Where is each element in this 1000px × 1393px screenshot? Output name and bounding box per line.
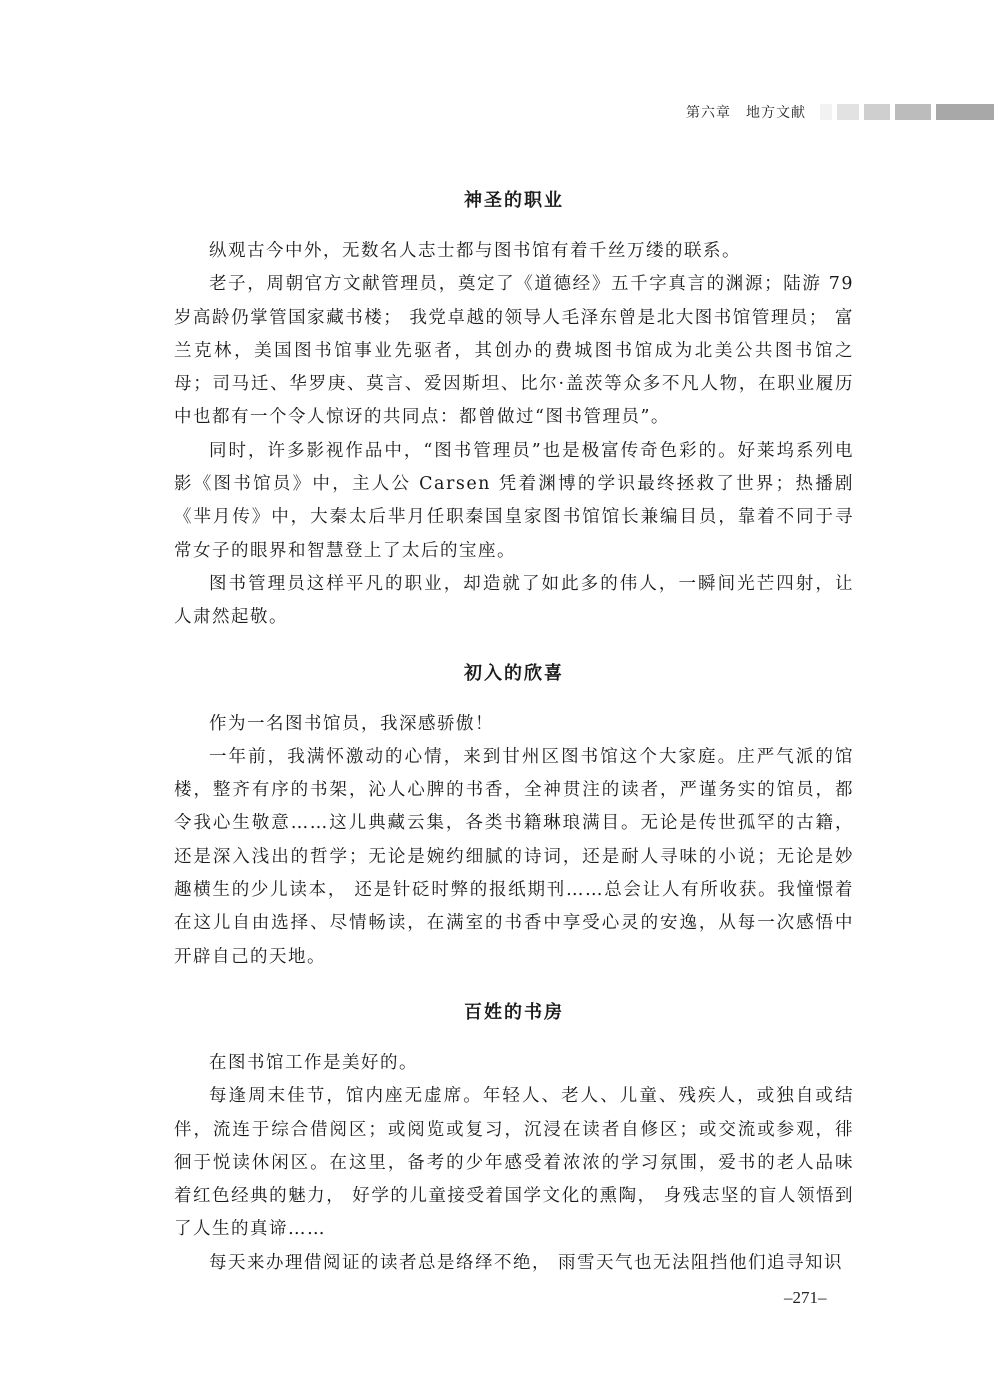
header-bar	[864, 104, 890, 120]
paragraph: 每逢周末佳节，馆内座无虚席。年轻人、老人、儿童、残疾人，或独自或结伴，流连于综合借阅区；或阅览或复习，沉浸在读者自修区；或交流或参观，徘徊于悦读休闲区。在这里，备考的少年感受着浓浓的学习氛围，爱书的老人品味着红色经典的魅力， 好学的儿童接受着国学文化的熏陶， 身残志坚的盲人领悟到了人生的真谛……	[174, 1086, 854, 1240]
paragraph: 在图书馆工作是美好的。	[209, 1052, 418, 1073]
paragraph: 纵观古今中外，无数名人志士都与图书馆有着千丝万缕的联系。	[209, 241, 741, 261]
running-header	[686, 102, 999, 122]
paragraph: 一年前，我满怀激动的心情，来到甘州区图书馆这个大家庭。庄严气派的馆楼，整齐有序的书架，沁人心脾的书香，全神贯注的读者，严谨务实的馆员，都令我心生敬意……这儿典藏云集，各类书籍琳琅满目。无论是传世孤罕的古籍，还是深入浅出的哲学；无论是婉约细腻的诗词，还是耐人寻味的小说；无论是妙趣横生的少儿读本， 还是针砭时弊的报纸期刊……总会让人有所收获。我憧憬着在这儿自由选择、尽情畅读，在满室的书香中享受心灵的安逸，从每一次感悟中开辟自己的天地。	[174, 746, 854, 967]
paragraph: 老子，周朝官方文献管理员，奠定了《道德经》五千字真言的渊源；陆游 79 岁高龄仍掌管国家藏书楼； 我党卓越的领导人毛泽东曾是北大图书馆管理员； 富兰克林，美国图书馆事业先驱者，其创办的费城图书馆成为北美公共图书馆之母；司马迁、华罗庚、莫言、爱因斯坦、比尔·盖茨等众多不凡人物，在职业履历中也都有一个令人惊讶的共同点：都曾做过“图书管理员”。	[174, 274, 854, 428]
paragraph: 同时，许多影视作品中，“图书管理员”也是极富传奇色彩的。好莱坞系列电影《图书馆员》中，主人公 Carsen 凭着渊博的学识最终拯救了世界；热播剧《芈月传》中，大秦太后芈月任职秦国皇家图书馆馆长兼编目员，靠着不同于寻常女子的眼界和智慧登上了太后的宝座。	[174, 440, 854, 561]
header-bar	[936, 104, 994, 120]
page-body	[174, 180, 854, 1280]
header-bar	[837, 104, 859, 120]
paragraph: 作为一名图书馆员，我深感骄傲！	[209, 713, 494, 734]
paragraph: 图书管理员这样平凡的职业，却造就了如此多的伟人，一瞬间光芒四射，让人肃然起敬。	[174, 573, 854, 628]
paragraph: 每天来办理借阅证的读者总是络绎不绝， 雨雪天气也无法阻挡他们追寻知识	[209, 1252, 844, 1273]
chapter-title: 第六章 地方文献	[686, 105, 806, 121]
section-title: 初入的欣喜	[464, 662, 564, 684]
header-decoration-bars	[820, 104, 999, 120]
page-number: –271–	[784, 1288, 827, 1307]
section-title: 百姓的书房	[464, 1001, 564, 1023]
header-bar	[820, 104, 832, 120]
header-bar	[895, 104, 931, 120]
section-title: 神圣的职业	[464, 190, 564, 211]
